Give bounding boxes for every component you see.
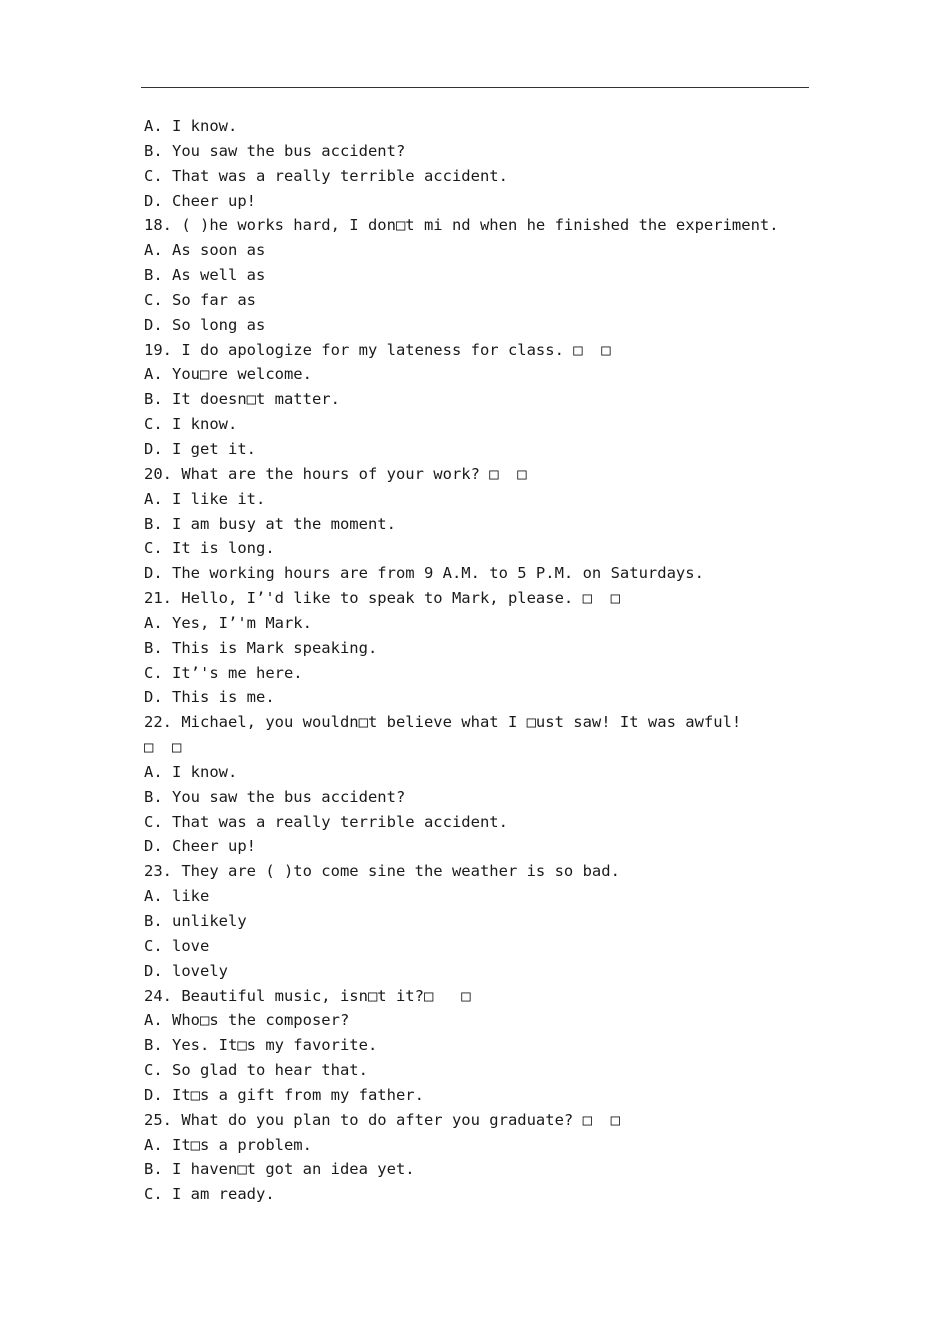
- text-line: B. unlikely: [144, 912, 247, 930]
- text-line: 20. What are the hours of your work? □ □: [144, 464, 527, 483]
- text-line: A. You□re welcome.: [144, 365, 312, 384]
- text-line: D. The working hours are from 9 A.M. to 5 P.M. on Saturdays.: [144, 564, 704, 583]
- text-line: C. That was a really terrible accident.: [144, 166, 508, 185]
- text-line: 18. ( )he works hard, I don□t mi nd when he finished the experiment.: [144, 216, 779, 235]
- text-line: C. So far as: [144, 290, 256, 309]
- text-line: A. As soon as: [144, 241, 266, 260]
- text-line: 21. Hello, I’'d like to speak to Mark, please. □ □: [144, 589, 620, 608]
- question-list: [144, 114, 824, 1207]
- text-line: B. I am busy at the moment.: [144, 514, 396, 533]
- text-line: B. Yes. It□s my favorite.: [144, 1036, 378, 1055]
- text-line: A. I know.: [144, 762, 238, 781]
- text-line: D. This is me.: [144, 688, 275, 707]
- text-line: B. It doesn□t matter.: [144, 390, 340, 409]
- text-line: C. So glad to hear that.: [144, 1061, 368, 1080]
- text-line: C. love: [144, 936, 210, 955]
- text-line: C. I am ready.: [144, 1185, 275, 1204]
- text-line: □ □: [144, 738, 182, 757]
- header-rule: [141, 87, 809, 88]
- text-line: 22. Michael, you wouldn□t believe what I □ust saw! It was awful!: [144, 713, 742, 732]
- text-line: B. You saw the bus accident?: [144, 787, 406, 806]
- text-line: B. I haven□t got an idea yet.: [144, 1160, 415, 1179]
- text-line: D. Cheer up!: [144, 191, 256, 210]
- text-line: D. Cheer up!: [144, 837, 256, 856]
- text-line: B. As well as: [144, 266, 266, 285]
- text-line: A. I know.: [144, 117, 238, 135]
- text-line: 24. Beautiful music, isn□t it?□ □: [144, 986, 471, 1005]
- text-line: 19. I do apologize for my lateness for class. □ □: [144, 340, 611, 359]
- text-line: A. like: [144, 887, 210, 906]
- text-line: A. Yes, I’'m Mark.: [144, 613, 312, 632]
- text-line: C. It’'s me here.: [144, 663, 303, 682]
- text-line: C. It is long.: [144, 539, 275, 558]
- text-line: C. I know.: [144, 415, 238, 434]
- text-line: 23. They are ( )to come sine the weather is so bad.: [144, 862, 620, 881]
- text-line: D. lovely: [144, 961, 228, 980]
- text-line: A. It□s a problem.: [144, 1135, 312, 1154]
- text-line: 25. What do you plan to do after you graduate? □ □: [144, 1110, 620, 1129]
- text-line: D. So long as: [144, 315, 266, 334]
- text-line: A. I like it.: [144, 489, 266, 508]
- text-line: D. I get it.: [144, 439, 256, 458]
- text-line: C. That was a really terrible accident.: [144, 812, 508, 831]
- text-line: D. It□s a gift from my father.: [144, 1085, 424, 1104]
- text-line: B. This is Mark speaking.: [144, 638, 378, 657]
- text-line: A. Who□s the composer?: [144, 1011, 350, 1030]
- text-line: B. You saw the bus accident?: [144, 141, 406, 160]
